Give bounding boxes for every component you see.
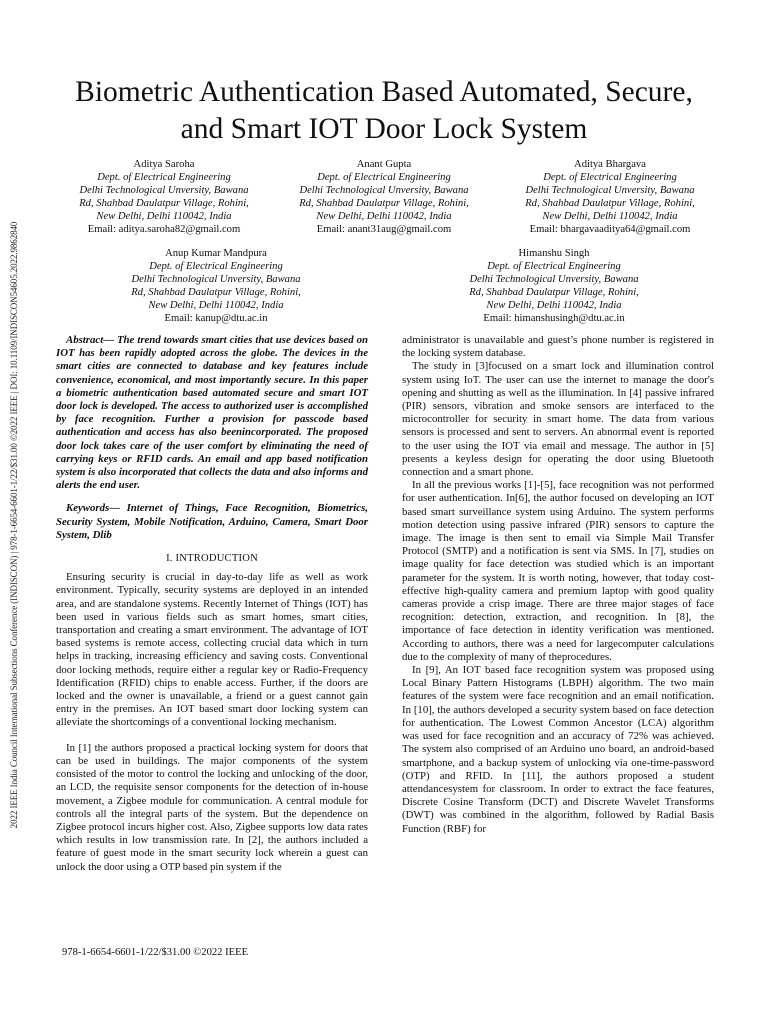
author-dept: Dept. of Electrical Engineering [149,261,283,272]
author-univ: Delhi Technological Unversity, Bawana [469,274,639,285]
author-block-1 [44,158,284,236]
author-email: Email: bhargavaaditya64@gmail.com [529,224,691,235]
author-name: Anant Gupta [356,159,412,170]
author-email: Email: kanup@dtu.ac.in [164,313,268,324]
author-name: Anup Kumar Mandpura [165,248,267,259]
author-dept: Dept. of Electrical Engineering [487,261,621,272]
author-addr-1: Rd, Shahbad Daulatpur Village, Rohini, [469,287,639,298]
author-name: Aditya Bhargava [574,159,646,170]
keywords: Keywords— Internet of Things, Face Recognition, Biometrics, Security System, Mobile Notification, Arduino, Camera, Smart Door System, Dlib [56,502,368,541]
author-addr-1: Rd, Shahbad Daulatpur Village, Rohini, [131,287,301,298]
intro-paragraph-1: Ensuring security is crucial in day-to-day life as well as work environment. Typically, security systems are deployed in an intended area, and are standalone systems. Recently Internet of Things (IOT) has been used in various fields such as smart homes, smart cities, transportation and creating a smart environment. The advantage of IOT based systems is remote access, collecting crucial data which in turn helps in tracking, increasing efficiency and saving costs. Conventional door locking methods, require either a regular key or Radio-Frequency Identification (RFID) chips to enable access. Further, if the doors are locked and the owner is unavailable, a friend or a guest cannot gain entry in the premises. An IOT based smart door locking system can alleviate the shortcomings of a conventional locking mechanism. [56,571,368,729]
author-addr-1: Rd, Shahbad Daulatpur Village, Rohini, [79,198,249,209]
author-email: Email: aditya.saroha82@gmail.com [87,224,241,235]
side-note [2,175,26,875]
side-note-text: 2022 IEEE India Council International Subsections Conference (INDISCON) | 978-1-6654-6601-1/22/$31.00 ©2022 IEEE | DOI: 10.1109/INDISCON54605.2022.9862840 [9,221,19,829]
author-addr-1: Rd, Shahbad Daulatpur Village, Rohini, [299,198,469,209]
author-addr-2: New Delhi, Delhi 110042, India [148,300,284,311]
author-addr-2: New Delhi, Delhi 110042, India [486,300,622,311]
author-addr-1: Rd, Shahbad Daulatpur Village, Rohini, [525,198,695,209]
author-email: Email: himanshusingh@dtu.ac.in [483,313,625,324]
left-column [56,334,368,874]
section-heading: I. INTRODUCTION [166,553,258,565]
intro-paragraph-2: In [1] the authors proposed a practical locking system for doors that can be used in buildings. The major components of the system consisted of the motor to control the locking and unlocking of the door, an LCD, the requisite sensor components for the detection of in-house movement, a Zigbee module for communication. A central module for controls all the integral parts of the system. But the dependence on Zigbee protocol incurs higher cost. Also, Zigbee supports low data rates which results in low transmission rate. In [2], the authors included a feature of guest mode in the smart security lock wherein a guest can unlock the door using a OTP based pin system if the [56,741,368,873]
author-email: Email: anant31aug@gmail.com [316,224,452,235]
right-column [402,334,714,836]
right-paragraph-3: In all the previous works [1]-[5], face recognition was not performed for user authentication. In[6], the author focused on developing an IOT based smart surveillance system using Arduino. The system performs motion detection using passive infrared (PIR) sensors to capture the image. The image is then sent to email via Simple Mail Transfer Protocol (SMTP) and a notification is sent via SMS. In [7], studies on image quality for face detection was studied which is an important parameter for the system. It is worth noting, however, that today cost-effective high-quality camera and premium laptop with good quality cameras provide a crisp image. There are three major stages of face recognition: detection, extraction, and recognition. In [8], the importance of face detection in identity verification was mentioned. According to authors, there was a need for largecomputer calculations due to the complexity of many of theprocedures. [402,479,714,663]
footer-copyright: 978-1-6654-6601-1/22/$31.00 ©2022 IEEE [62,947,249,958]
author-addr-2: New Delhi, Delhi 110042, India [316,211,452,222]
right-paragraph-4: In [9], An IOT based face recognition system was proposed using Local Binary Pattern Histograms (LBPH) algorithm. The two main features of the system were face recognition and an email notification. In [10], the authors developed a security system based on face detection for authentication. The Lowest Common Ancestor (LCA) algorithm was used for face recognition and an accuracy of 72% was achieved. The system also comprised of an Arduino uno board, an android-based smartphone, and a backup system of unlocking via one-time-password (OTP) and RFID. In [11], the authors proposed a student attendancesystem for classroom. In order to extract the face features, Discrete Cosine Transform (DCT) and Discrete Wavelet Transforms (DWT) was combined in the algorithm, followed by Radial Basis Function (RBF) for [402,664,714,835]
author-block-3 [490,158,730,236]
author-block-4 [96,247,336,325]
right-paragraph-2: The study in [3]focused on a smart lock and illumination control system using IoT. The user can use the internet to manage the door's opening and shutting as well as the illumination. In [4] passive infrared (PIR) sensors, vibration and smoke sensors are interfaced to the microcontroller for security in smart home. The data from various sensors is processed and sent to servers. An abnormal event is reported to the user using the IOT via email and message. The author in [5] presents a keyless design for operating the door using Bluetooth connection and a smart phone. [402,360,714,479]
author-dept: Dept. of Electrical Engineering [97,172,231,183]
author-name: Aditya Saroha [133,159,195,170]
author-name: Himanshu Singh [518,248,590,259]
author-addr-2: New Delhi, Delhi 110042, India [96,211,232,222]
author-univ: Delhi Technological Unversity, Bawana [525,185,695,196]
author-addr-2: New Delhi, Delhi 110042, India [542,211,678,222]
author-block-5 [434,247,674,325]
title-line-2: and Smart IOT Door Lock System [180,113,588,145]
paper-title [30,74,738,148]
author-dept: Dept. of Electrical Engineering [543,172,677,183]
author-dept: Dept. of Electrical Engineering [317,172,451,183]
author-univ: Delhi Technological Unversity, Bawana [79,185,249,196]
right-paragraph-1: administrator is unavailable and guest’s phone number is registered in the locking system database. [402,334,714,360]
author-block-2 [264,158,504,236]
author-univ: Delhi Technological Unversity, Bawana [299,185,469,196]
abstract: Abstract— The trend towards smart cities that use devices based on IOT has been rapidly adopted across the globe. The devices in the smart cities are connected to database and key features include convenience, economical, and most importantly secure. In this paper a biometric authentication based automated secure and smart IOT door lock is developed. The access to authorized user is accomplished by face recognition. Further a provision for passcode based authentication and access has also beenincorporated. The proposed door lock takes care of the user comfort by eliminating the need of carrying keys or RFID cards. An email and app based notification system is also incorporated that collects the data and also informs and alerts the end user. [56,334,368,492]
title-line-1: Biometric Authentication Based Automated, Secure, [75,76,693,108]
author-univ: Delhi Technological Unversity, Bawana [131,274,301,285]
